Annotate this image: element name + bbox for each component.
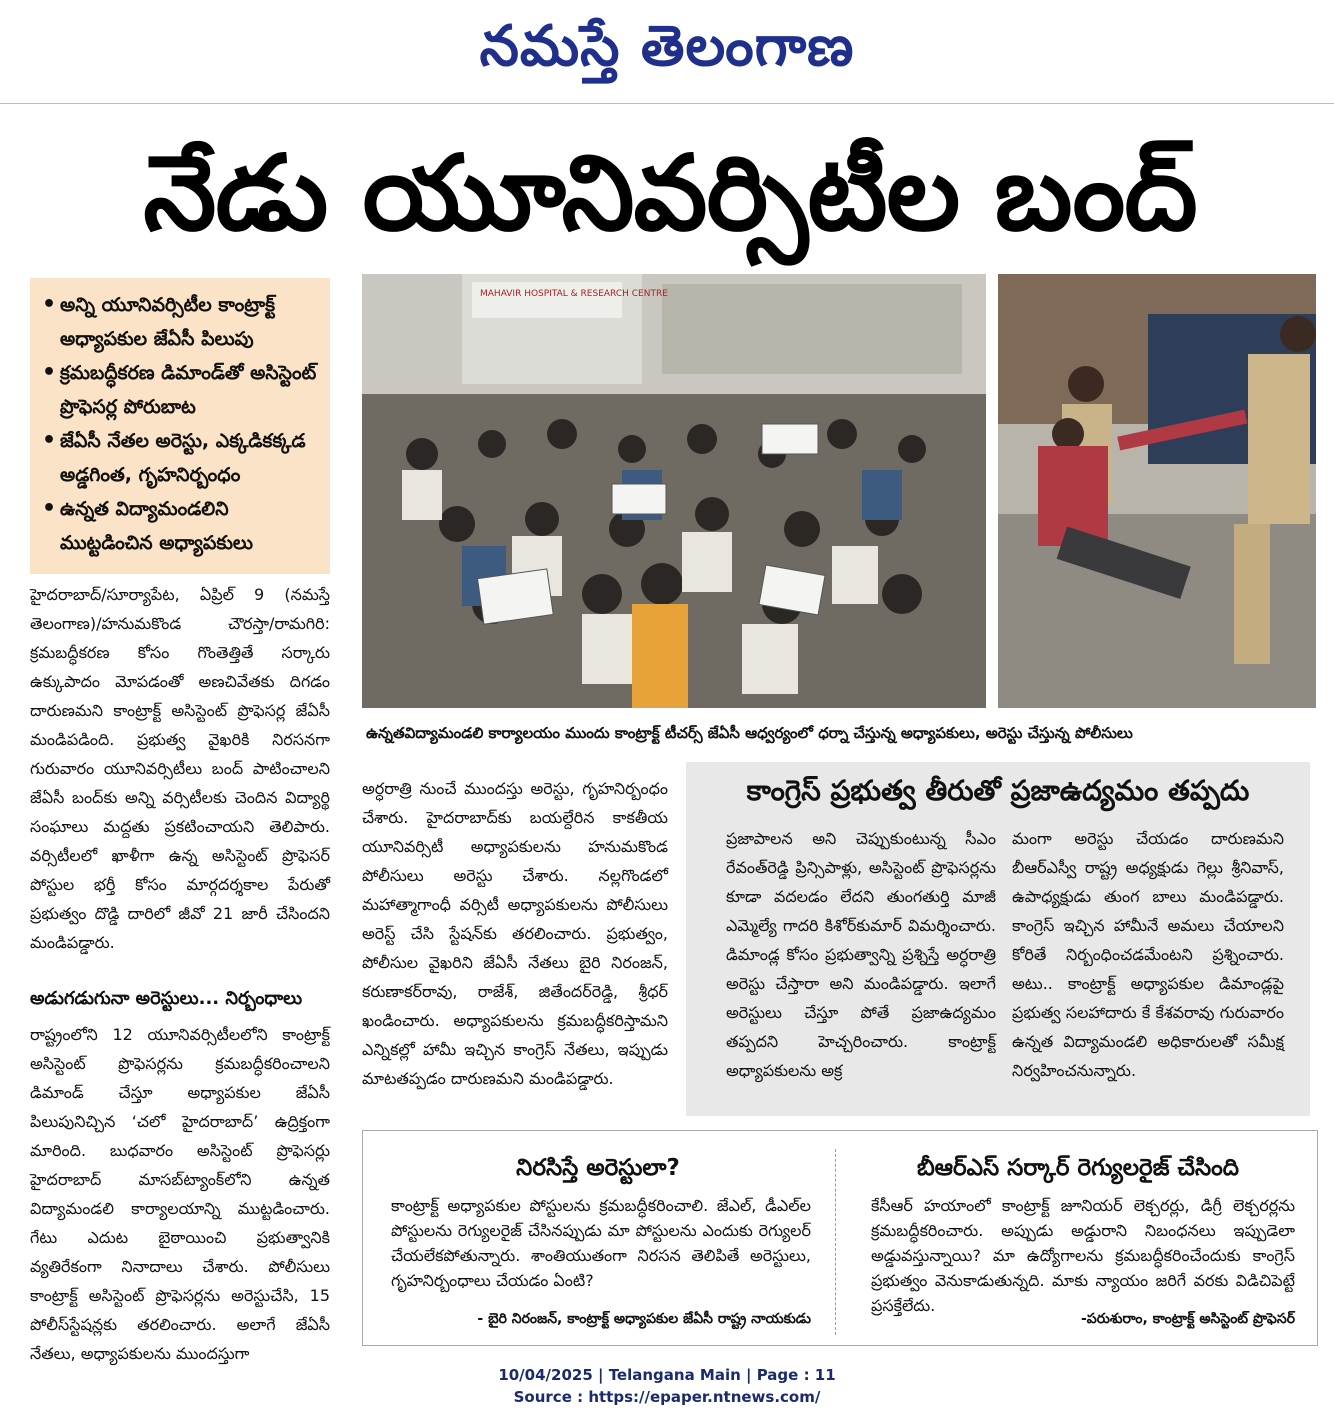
quote-left-text: కాంట్రాక్ట్ అధ్యాపకుల పోస్టులను క్రమబద్ధీకరించాలి. జేఎల్, డీఎల్‌ల పోస్టులను రెగ్యులరైజ్ చేసినప్పుడు మా పోస్టులను ఎందుకు రెగ్యులర్ చేయలేకపోతున్నారు. శాంతియుతంగా నిరసన తెలిపితే అరెస్టులు, గృహనిర్బంధాలు చేయడం ఏంటి? [391, 1196, 811, 1290]
page-footer [0, 1364, 1334, 1408]
footer-source-link[interactable]: Source : https://epaper.ntnews.com/ [513, 1388, 821, 1406]
quotes-box [362, 1130, 1318, 1346]
masthead [0, 0, 1334, 100]
article-column-1b [30, 1020, 330, 1363]
article-paragraph: రాష్ట్రంలోని 12 యూనివర్సిటీలలోని కాంట్రాక్ట్ అసిస్టెంట్ ప్రొఫెసర్లను క్రమబద్ధీకరించాలని డిమాండ్ చేస్తూ అధ్యాపకుల జేఏసీ పిలుపునిచ్చిన ‘చలో హైదరాబాద్’ ఉద్రిక్తంగా మారింది. బుధవారం అసిస్టెంట్ ప్రొఫెసర్లు హైదరాబాద్ మాసబ్‌ట్యాంక్‌లోని ఉన్నత విద్యామండలి కార్యాలయాన్ని ముట్టడించారు. గేటు ఎదుట బైఠాయించి ప్రభుత్వానికి వ్యతిరేకంగా నినాదాలు చేశారు. పోలీసులు కాంట్రాక్ట్ అసిస్టెంట్ ప్రొఫెసర్లను అరెస్టుచేసి, 15 పోలీస్‌స్టేషన్లకు తరలించారు. అలాగే జేఏసీ నేతలు, అధ్యాపకులను ముందస్తుగా [30, 1025, 330, 1363]
protest-photo [362, 274, 986, 708]
highlight-item: • క్రమబద్ధీకరణ డిమాండ్‌తో అసిస్టెంట్ ప్రొఫెసర్ల పోరుబాట [42, 356, 322, 424]
masthead-divider [0, 103, 1334, 104]
page-headline: నేడు యూనివర్సిటీల బంద్ [143, 132, 1197, 254]
highlight-item: • జేఏసీ నేతల అరెస్టు, ఎక్కడికక్కడ అడ్డగింత, గృహనిర్బంధం [42, 424, 322, 492]
sidebar-story-column-b: మంగా అరెస్టు చేయడం దారుణమని బీఆర్‌ఎస్వీ రాష్ట్ర అధ్యక్షుడు గెల్లు శ్రీనివాస్, ఉపాధ్యక్షుడు తుంగ బాలు మండిపడ్డారు. కాంగ్రెస్ ఇచ్చిన హామీనే అమలు చేయాలని కోరితే నిర్బంధించడమేంటని ప్రశ్నించారు. అటు.. కాంట్రాక్ట్ అధ్యాపకుల డిమాండ్లపై ప్రభుత్వ సలహాదారు కే కేశవరావు గురువారం ఉన్నత విద్యామండలి అధికారులతో సమీక్ష నిర్వహించనున్నారు. [1012, 829, 1284, 1080]
quote-right-signature: -పరుశురాం, కాంట్రాక్ట్ అసిస్టెంట్ ప్రొఫెసర్ [1080, 1311, 1295, 1327]
article-column-1 [30, 580, 330, 957]
footer-date-line: 10/04/2025 | Telangana Main | Page : 11 [498, 1366, 836, 1384]
arrest-photo [998, 274, 1316, 708]
article-subhead: అడుగడుగునా అరెస్టులు... నిర్బంధాలు [30, 988, 303, 1009]
highlight-item: • అన్ని యూనివర్సిటీల కాంట్రాక్ట్ అధ్యాపకుల జేఏసీ పిలుపు [42, 288, 322, 356]
newspaper-logo: నమస్తే తెలంగాణ [479, 14, 855, 79]
highlights-box [30, 278, 330, 574]
quotes-divider [835, 1149, 836, 1335]
quote-right-title: బీఆర్‌ఎస్ సర్కార్ రెగ్యులరైజ్ చేసింది [916, 1155, 1240, 1181]
quote-right-text: కేసీఆర్ హయాంలో కాంట్రాక్ట్ జూనియర్ లెక్చరర్లు, డిగ్రీ లెక్చరర్లను క్రమబద్ధీకరించారు. అప్పుడు అడ్డురాని నిబంధనలు ఇప్పుడెలా అడ్డువస్తున్నాయి? మా ఉద్యోగాలను క్రమబద్ధీకరించేందుకు కాంగ్రెస్ ప్రభుత్వం వెనుకాడుతున్నది. మాకు న్యాయం జరిగే వరకు విడిచిపెట్టే ప్రసక్తేలేదు. [871, 1196, 1295, 1315]
quote-left-title: నిరసిస్తే అరెస్టులా? [516, 1155, 680, 1181]
hospital-sign: MAHAVIR HOSPITAL & RESEARCH CENTRE [480, 289, 668, 299]
sidebar-story-box [686, 762, 1310, 1116]
quote-left-signature: - బైరి నిరంజన్, కాంట్రాక్ట్ అధ్యాపకుల జేఏసీ రాష్ట్ర నాయకుడు [477, 1311, 811, 1327]
article-paragraph: అర్ధరాత్రి నుంచే ముందస్తు అరెస్టు, గృహనిర్బంధం చేశారు. హైదరాబాద్‌కు బయల్దేరిన కాకతీయ యూనివర్సిటీ అధ్యాపకులను హనుమకొండ పోలీసులు అరెస్టు చేశారు. నల్లగొండలో మహాత్మాగాంధీ వర్సిటీ అధ్యాపకులను పోలీసులు అరెస్ట్ చేసి స్టేషన్‌కు తరలించారు. ప్రభుత్వం, పోలీసుల వైఖరిని జేఏసీ నేతలు బైరి నిరంజన్, కరుణాకర్‌రావు, రాజేశ్, జితేందర్‌రెడ్డి, శ్రీధర్ ఖండించారు. అధ్యాపకులను క్రమబద్ధీకరిస్తామని ఎన్నికల్లో హామీ ఇచ్చిన కాంగ్రెస్ నేతలు, ఇప్పుడు మాటతప్పడం దారుణమని మండిపడ్డారు. [362, 779, 668, 1088]
highlight-item: • ఉన్నత విద్యామండలిని ముట్టడించిన అధ్యాపకులు [42, 492, 322, 560]
article-column-2 [362, 774, 668, 1093]
sidebar-story-title: కాంగ్రెస్ ప్రభుత్వ తీరుతో ప్రజాఉద్యమం తప్పదు [746, 774, 1250, 807]
photo-caption: ఉన్నతవిద్యామండలి కార్యాలయం ముందు కాంట్రాక్ట్ టీచర్స్ జేఏసీ ఆధ్వర్యంలో ధర్నా చేస్తున్న అధ్యాపకులు, అరెస్టు చేస్తున్న పోలీసులు [366, 724, 1133, 742]
article-paragraph: హైదరాబాద్/సూర్యాపేట, ఏప్రిల్ 9 (నమస్తే తెలంగాణ)/హనుమకొండ చౌరస్తా/రామగిరి: క్రమబద్ధీకరణ కోసం గొంతెత్తితే సర్కారు ఉక్కుపాదం మోపడంతో అణచివేతకు దిగడం దారుణమని కాంట్రాక్ట్ అసిస్టెంట్ ప్రొఫెసర్ల జేఏసీ మండిపడింది. ప్రభుత్వ వైఖరికి నిరసనగా గురువారం యూనివర్సిటీలు బంద్ పాటించాలని జేఏసీ బంద్‌కు అన్ని వర్సిటీలకు చెందిన విద్యార్థి సంఘాలు మద్దతు ప్రకటించాయని తెలిపారు. వర్సిటీలలో ఖాళీగా ఉన్న అసిస్టెంట్ ప్రొఫెసర్ పోస్టుల భర్తీ కోసం మార్గదర్శకాల పేరుతో ప్రభుత్వం దొడ్డి దారిలో జీవో 21 జారీ చేసిందని మండిపడ్డారు. [30, 585, 330, 952]
sidebar-story-column-a: ప్రజాపాలన అని చెప్పుకుంటున్న సీఎం రేవంత్‌రెడ్డి ప్రిన్సిపాళ్లు, అసిస్టెంట్ ప్రొఫెసర్లను కూడా వదలడం లేదని తుంగతుర్తి మాజీ ఎమ్మెల్యే గాదరి కిశోర్‌కుమార్ విమర్శించారు. డిమాండ్ల కోసం ప్రభుత్వాన్ని ప్రశ్నిస్తే అర్ధరాత్రి అరెస్టు చేస్తారా అని మండిపడ్డారు. ఇలాగే అరెస్టులు చేస్తూ పోతే ప్రజాఉద్యమం తప్పదని హెచ్చరించారు. కాంట్రాక్ట్ అధ్యాపకులను అక్ర [726, 829, 996, 1080]
